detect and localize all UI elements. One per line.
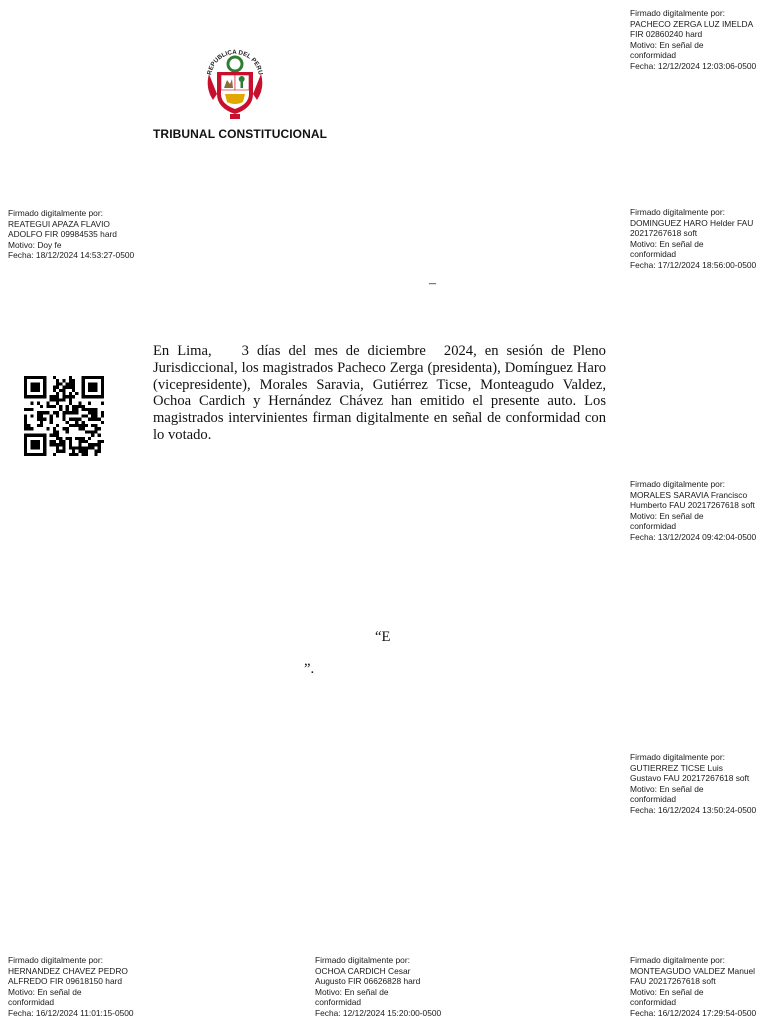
signature-line: Motivo: Doy fe (8, 239, 62, 250)
signature-line: conformidad (8, 997, 55, 1008)
signature-line: HERNANDEZ CHAVEZ PEDRO (8, 965, 128, 976)
signature-line: Motivo: En señal de (630, 510, 704, 521)
signature-line: Motivo: En señal de (630, 986, 704, 997)
body-text-part3: 2024, en sesión de Pleno Jurisdiccional, los magistrados Pacheco Zerga (presidenta), Domínguez Haro (vicepresidente), Morales Saravia, Gutiérrez Ticse, Monteagudo Valdez, Ochoa Cardich y Hernández Chávez han emitido el presente auto. Los magistrados intervinientes firman digitalmente en señal de conformidad con lo votado. (153, 343, 606, 443)
institution-name: TRIBUNAL CONSTITUCIONAL (153, 127, 328, 141)
peru-coat-of-arms-logo (203, 44, 267, 120)
signature-line: Fecha: 12/12/2024 15:20:00-0500 (315, 1007, 442, 1018)
signature-line: Fecha: 16/12/2024 13:50:24-0500 (630, 804, 757, 815)
signature-line: Firmado digitalmente por: (8, 208, 103, 218)
signature-line: PACHECO ZERGA LUZ IMELDA (630, 18, 754, 29)
signature-line: GUTIERREZ TICSE Luis (630, 762, 723, 773)
signature-line: Firmado digitalmente por: (8, 955, 103, 965)
signature-block-hernandez (8, 955, 134, 1019)
signature-line: Motivo: En señal de (630, 783, 704, 794)
signature-block-ochoa (315, 955, 441, 1019)
body-paragraph (153, 343, 606, 444)
signature-line: Fecha: 16/12/2024 17:29:54-0500 (630, 1007, 757, 1018)
signature-line: conformidad (630, 521, 677, 532)
body-text-part2: 3 días del mes de diciembre (241, 343, 426, 359)
signature-line: Gustavo FAU 20217267618 soft (630, 773, 750, 784)
signature-line: MORALES SARAVIA Francisco (630, 489, 748, 500)
document-dash: – (429, 276, 436, 291)
signature-block-dominguez (630, 207, 756, 271)
signature-line: FAU 20217267618 soft (630, 976, 716, 987)
signature-line: REATEGUI APAZA FLAVIO (8, 218, 110, 229)
document-body (153, 343, 606, 444)
signature-line: Fecha: 16/12/2024 11:01:15-0500 (8, 1007, 134, 1018)
signature-line: Firmado digitalmente por: (630, 207, 725, 217)
signature-line: ALFREDO FIR 09618150 hard (8, 976, 123, 987)
signature-line: Fecha: 18/12/2024 14:53:27-0500 (8, 250, 135, 261)
svg-text:REPUBLICA DEL PERU: REPUBLICA DEL PERU (206, 48, 264, 76)
signature-line: Motivo: En señal de (630, 238, 704, 249)
qr-code (22, 376, 106, 456)
signature-line: Augusto FIR 06626828 hard (315, 976, 421, 987)
signature-line: Humberto FAU 20217267618 soft (630, 500, 755, 511)
signature-line: FIR 02860240 hard (630, 29, 703, 40)
signature-line: ADOLFO FIR 09984535 hard (8, 229, 117, 240)
signature-line: conformidad (630, 997, 677, 1008)
signature-line: Firmado digitalmente por: (630, 479, 725, 489)
signature-line: Fecha: 13/12/2024 09:42:04-0500 (630, 531, 757, 542)
signature-line: 20217267618 soft (630, 228, 698, 239)
signature-line: MONTEAGUDO VALDEZ Manuel (630, 965, 756, 976)
signature-block-morales (630, 479, 756, 543)
signature-line: conformidad (315, 997, 362, 1008)
signature-block-pacheco (630, 8, 756, 72)
quote-open: “E (375, 629, 391, 645)
signature-line: conformidad (630, 794, 677, 805)
signature-line: Motivo: En señal de (630, 39, 704, 50)
signature-line: Firmado digitalmente por: (315, 955, 410, 965)
signature-line: conformidad (630, 249, 677, 260)
signature-line: Firmado digitalmente por: (630, 955, 725, 965)
signature-block-gutierrez (630, 752, 756, 816)
signature-line: Firmado digitalmente por: (630, 752, 725, 762)
signature-line: OCHOA CARDICH Cesar (315, 965, 411, 976)
signature-line: Motivo: En señal de (8, 986, 82, 997)
signature-block-monteagudo (630, 955, 756, 1019)
quote-close: ”. (304, 661, 315, 677)
signature-line: Fecha: 12/12/2024 12:03:06-0500 (630, 60, 757, 71)
signature-line: Fecha: 17/12/2024 18:56:00-0500 (630, 259, 757, 270)
signature-block-reategui (8, 208, 134, 261)
signature-line: DOMINGUEZ HARO Helder FAU (630, 217, 754, 228)
signature-line: Motivo: En señal de (315, 986, 389, 997)
signature-line: Firmado digitalmente por: (630, 8, 725, 18)
signature-line: conformidad (630, 50, 677, 61)
body-text-part1: En Lima, (153, 343, 212, 359)
